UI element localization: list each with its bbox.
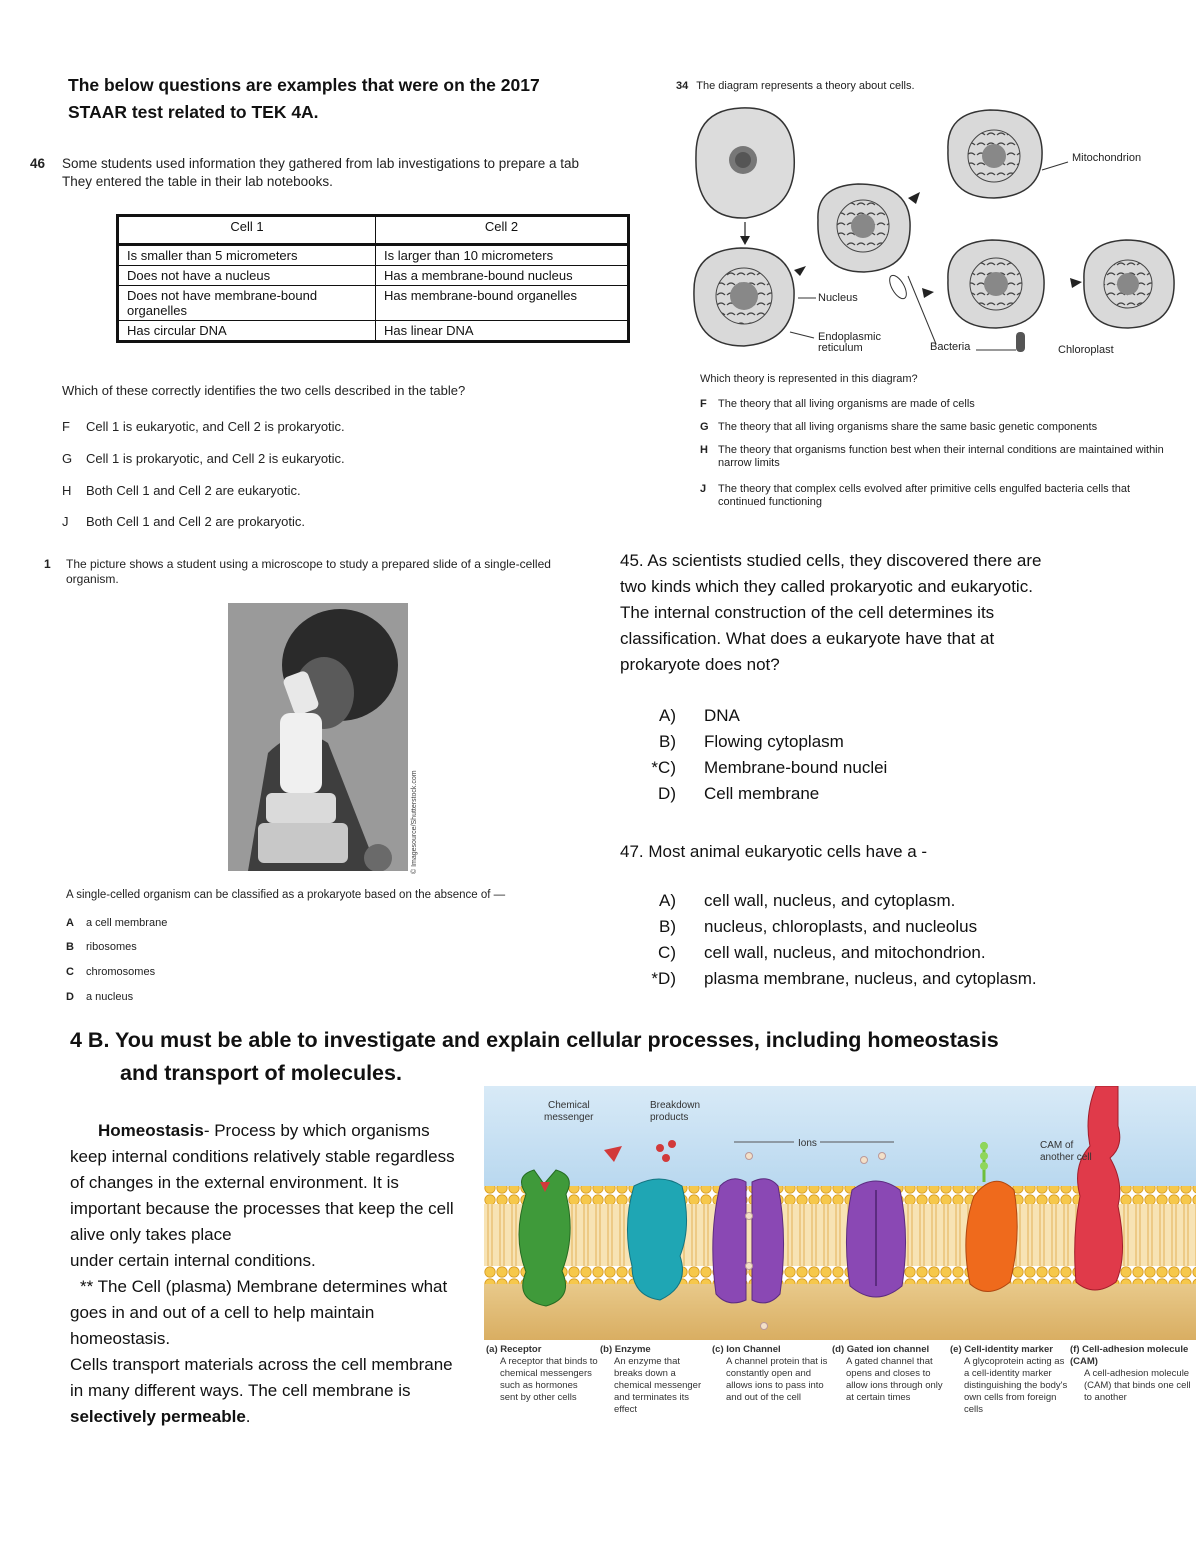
- section-4b-line-1: 4 B. You must be able to investigate and explain cellular processes, including homeostasis: [70, 1028, 999, 1052]
- intro-line-1: The below questions are examples that were on the 2017: [68, 75, 540, 95]
- q45-option-b[interactable]: [610, 732, 887, 758]
- option-letter: C): [658, 943, 676, 962]
- option-text: cell wall, nucleus, and cytoplasm.: [704, 891, 956, 910]
- option-text: ribosomes: [86, 941, 137, 953]
- intro-heading: [68, 72, 628, 126]
- label-breakdown-2: products: [650, 1112, 689, 1123]
- correct-answer-star: *: [651, 758, 659, 777]
- correct-answer-star: *: [651, 969, 659, 988]
- cell-with-organelles: [948, 240, 1044, 352]
- label-chemical-messenger-1: Chemical: [548, 1100, 590, 1111]
- label-chemical-messenger-2: messenger: [544, 1112, 594, 1123]
- endosymbiosis-diagram: [686, 100, 1176, 362]
- label-ions: Ions: [798, 1138, 817, 1149]
- q34-option-j[interactable]: [700, 483, 1170, 509]
- enzyme-protein: [627, 1179, 686, 1300]
- caption-enzyme: (b) Enzyme An enzyme that breaks down a chemical messenger and terminates its effect: [600, 1344, 702, 1415]
- q45-line: The internal construction of the cell determines its: [620, 603, 995, 622]
- table-row: [118, 266, 629, 286]
- q1-number: 1: [44, 557, 51, 571]
- option-text: plasma membrane, nucleus, and cytoplasm.: [704, 969, 1037, 988]
- caption-gated-channel: (d) Gated ion channel A gated channel that opens and closes to allow ions through only at certain times: [832, 1344, 943, 1403]
- q46-number: 46: [30, 156, 46, 171]
- q46-stem: [30, 155, 670, 191]
- intro-line-2: STAAR test related to TEK 4A.: [68, 102, 319, 122]
- option-text: Flowing cytoplasm: [704, 732, 844, 751]
- q45-line: classification. What does a eukaryote have that at: [620, 629, 995, 648]
- q45-options: [610, 706, 887, 810]
- q34-option-g[interactable]: [700, 421, 1170, 433]
- q1-option-a[interactable]: [66, 917, 167, 929]
- caption-receptor: (a) Receptor A receptor that binds to chemical messengers such as hormones sent by other cells: [486, 1344, 598, 1403]
- cell-with-mitochondria: [948, 110, 1042, 198]
- option-text: Membrane-bound nuclei: [704, 758, 888, 777]
- q46-option-h[interactable]: [62, 483, 301, 498]
- arrow-head: [908, 192, 920, 204]
- homeostasis-term: Homeostasis: [98, 1121, 204, 1140]
- breakdown-product-icon: [668, 1140, 676, 1148]
- option-text: cell wall, nucleus, and mitochondrion.: [704, 943, 986, 962]
- caption-ion-channel: (c) Ion Channel A channel protein that is constantly open and allows ions to pass into and out of the cell: [712, 1344, 828, 1403]
- homeostasis-conditions: under certain internal conditions.: [70, 1251, 316, 1270]
- table-cell: Does not have a nucleus: [118, 266, 376, 286]
- label-cam-1: CAM of: [1040, 1140, 1074, 1151]
- table-header: Cell 2: [376, 216, 629, 245]
- membrane-text: The Cell (plasma) Membrane determines what goes in and out of a cell to help maintain homeostasis.: [70, 1277, 448, 1348]
- arrow-head: [794, 266, 806, 276]
- q45-option-c[interactable]: [610, 758, 887, 784]
- label-mitochondrion: Mitochondrion: [1072, 152, 1142, 164]
- label-chloroplast: Chloroplast: [1058, 344, 1114, 356]
- table-cell: Does not have membrane-bound organelles: [118, 286, 376, 321]
- q46-option-f[interactable]: [62, 419, 345, 434]
- q34-stem: [676, 80, 915, 92]
- option-letter: D: [66, 991, 74, 1003]
- label-endoplasmic-reticulum: Endoplasmic reticulum: [818, 331, 881, 354]
- option-letter: D): [658, 784, 676, 803]
- table-cell: Has a membrane-bound nucleus: [376, 266, 629, 286]
- q34-option-f[interactable]: [700, 398, 1170, 410]
- option-letter: B): [659, 917, 676, 936]
- option-letter: F: [700, 398, 707, 410]
- q45-option-a[interactable]: [610, 706, 887, 732]
- q34-stem-text: The diagram represents a theory about cells.: [696, 80, 915, 92]
- caption-cam: (f) Cell-adhesion molecule (CAM) A cell-adhesion molecule (CAM) that binds one cell to another: [1070, 1344, 1191, 1403]
- option-text: DNA: [704, 706, 740, 725]
- option-letter: J: [700, 483, 707, 495]
- cell-with-chloroplast: [1084, 240, 1174, 328]
- q47-option-b[interactable]: [610, 917, 1037, 943]
- breakdown-product-icon: [656, 1144, 664, 1152]
- er-leader: [790, 332, 814, 338]
- table-cell: Has circular DNA: [118, 321, 376, 342]
- section-4b-line-2: and transport of molecules.: [120, 1061, 402, 1085]
- label-nucleus: Nucleus: [818, 292, 858, 304]
- option-letter: A: [66, 917, 74, 929]
- q1-option-d[interactable]: [66, 991, 133, 1003]
- photo-credit: [411, 764, 421, 874]
- cell-engulfing-bacteria: [818, 184, 910, 301]
- table-row: [118, 321, 629, 342]
- option-letter: A): [659, 891, 676, 910]
- q47-stem: 47. Most animal eukaryotic cells have a -: [620, 842, 928, 861]
- q46-option-g[interactable]: [62, 451, 345, 466]
- option-text: Cell membrane: [704, 784, 820, 803]
- label-breakdown-1: Breakdown: [650, 1100, 701, 1111]
- option-text: nucleus, chloroplasts, and nucleolus: [704, 917, 978, 936]
- option-text: a nucleus: [86, 991, 134, 1003]
- q34-number: 34: [676, 80, 689, 92]
- q45-line: 45. As scientists studied cells, they discovered there are: [620, 551, 1042, 570]
- caption-identity-marker: (e) Cell-identity marker A glycoprotein acting as a cell-identity marker distinguishing the body's own cells from foreign cells: [950, 1344, 1068, 1415]
- primitive-cell: [696, 108, 794, 218]
- table-header: Cell 1: [118, 216, 376, 245]
- q46-question: Which of these correctly identifies the two cells described in the table?: [62, 383, 466, 398]
- arrow-head: [1070, 278, 1082, 288]
- option-text: Cell 1 is prokaryotic, and Cell 2 is eukaryotic.: [86, 451, 345, 466]
- q1-option-c[interactable]: [66, 966, 155, 978]
- cell-comparison-table: [116, 214, 630, 343]
- option-letter: J: [62, 514, 69, 529]
- q47-option-a[interactable]: [610, 891, 1037, 917]
- option-letter: B: [66, 941, 74, 953]
- option-text: Both Cell 1 and Cell 2 are eukaryotic.: [86, 483, 301, 498]
- transport-text: Cells transport materials across the cell membrane in many different ways. The cell membrane is: [70, 1355, 453, 1400]
- option-letter: C): [658, 758, 676, 777]
- option-letter: F: [62, 419, 70, 434]
- section-4b-heading: [70, 1024, 1150, 1090]
- option-letter: H: [700, 444, 708, 456]
- q46-option-j[interactable]: [62, 514, 305, 529]
- table-cell: Has membrane-bound organelles: [376, 286, 629, 321]
- receptor-protein: [519, 1170, 570, 1306]
- q47-options: [610, 891, 1037, 995]
- option-letter: C: [66, 966, 74, 978]
- q1-stem: [44, 557, 604, 587]
- q45-line: prokaryote does not?: [620, 655, 780, 674]
- option-letter: A): [659, 706, 676, 725]
- table-cell: Has linear DNA: [376, 321, 629, 342]
- option-text: a cell membrane: [86, 917, 168, 929]
- q1-option-b[interactable]: [66, 941, 137, 953]
- note-stars: **: [80, 1277, 94, 1296]
- table-row: [118, 286, 629, 321]
- q1-stem-text: The picture shows a student using a microscope to study a prepared slide of a single-celled organism.: [66, 557, 551, 586]
- q1-question: A single-celled organism can be classified as a prokaryote based on the absence of —: [66, 889, 506, 901]
- q45-option-d[interactable]: [610, 784, 887, 810]
- homeostasis-definition: - Process by which organisms keep internal conditions relatively stable regardless of changes in the external environment. It is important because the processes that keep the cell alive only takes place: [70, 1121, 455, 1244]
- q45-line: two kinds which they called prokaryotic and eukaryotic.: [620, 577, 1033, 596]
- option-text: Cell 1 is eukaryotic, and Cell 2 is prokaryotic.: [86, 419, 345, 434]
- arrow-head: [922, 288, 934, 298]
- option-letter: G: [62, 451, 73, 466]
- label-cam-2: another cell: [1040, 1152, 1092, 1163]
- table-cell: Is larger than 10 micrometers: [376, 245, 629, 266]
- q34-option-h[interactable]: [700, 444, 1170, 470]
- option-text: The theory that all living organisms are made of cells: [718, 398, 975, 410]
- option-text: chromosomes: [86, 966, 156, 978]
- q47-option-c[interactable]: [610, 943, 1037, 969]
- table-cell: Is smaller than 5 micrometers: [118, 245, 376, 266]
- arrow-head: [740, 236, 750, 245]
- q46-stem-line-2: They entered the table in their lab notebooks.: [62, 174, 333, 189]
- student-microscope-photo: [228, 603, 408, 871]
- option-text: The theory that complex cells evolved after primitive cells engulfed bacteria cells that continued functioning: [718, 483, 1131, 508]
- q47-option-d[interactable]: [610, 969, 1037, 995]
- option-text: Both Cell 1 and Cell 2 are prokaryotic.: [86, 514, 305, 529]
- q46-stem-line-1: Some students used information they gathered from lab investigations to prepare a tab: [62, 156, 580, 171]
- q45-stem: [620, 548, 1180, 678]
- option-letter: B): [659, 732, 676, 751]
- option-letter: D): [658, 969, 676, 988]
- label-bacteria: Bacteria: [930, 341, 971, 353]
- mitochondrion-leader: [1042, 162, 1068, 170]
- option-letter: H: [62, 483, 72, 498]
- photo-credit-text: © Imagesource/Shutterstock.com: [411, 770, 418, 874]
- option-text: The theory that organisms function best when their internal conditions are maintained within narrow limits: [718, 444, 1164, 469]
- cell-with-nucleus: [694, 248, 794, 346]
- table-row: [118, 245, 629, 266]
- q34-question: Which theory is represented in this diagram?: [700, 373, 918, 385]
- option-letter: G: [700, 421, 709, 433]
- homeostasis-paragraph: Homeostasis- Process by which organisms keep internal conditions relatively stable regardless of changes in the external environment. It is important because the processes that keep the cell alive only takes place under certain internal conditions. ** The Cell (plasma) Membrane determines what goes in and out of a cell to help maintain homeostasis. Cells transport materials across the cell membrane in many different ways. The cell membrane is selectively permeable.: [70, 1118, 470, 1430]
- membrane-captions: [486, 1344, 1198, 1416]
- breakdown-product-icon: [662, 1154, 670, 1162]
- option-text: The theory that all living organisms share the same basic genetic components: [718, 421, 1098, 433]
- selectively-permeable: selectively permeable: [70, 1407, 246, 1426]
- bacteria-leader-2: [908, 276, 936, 344]
